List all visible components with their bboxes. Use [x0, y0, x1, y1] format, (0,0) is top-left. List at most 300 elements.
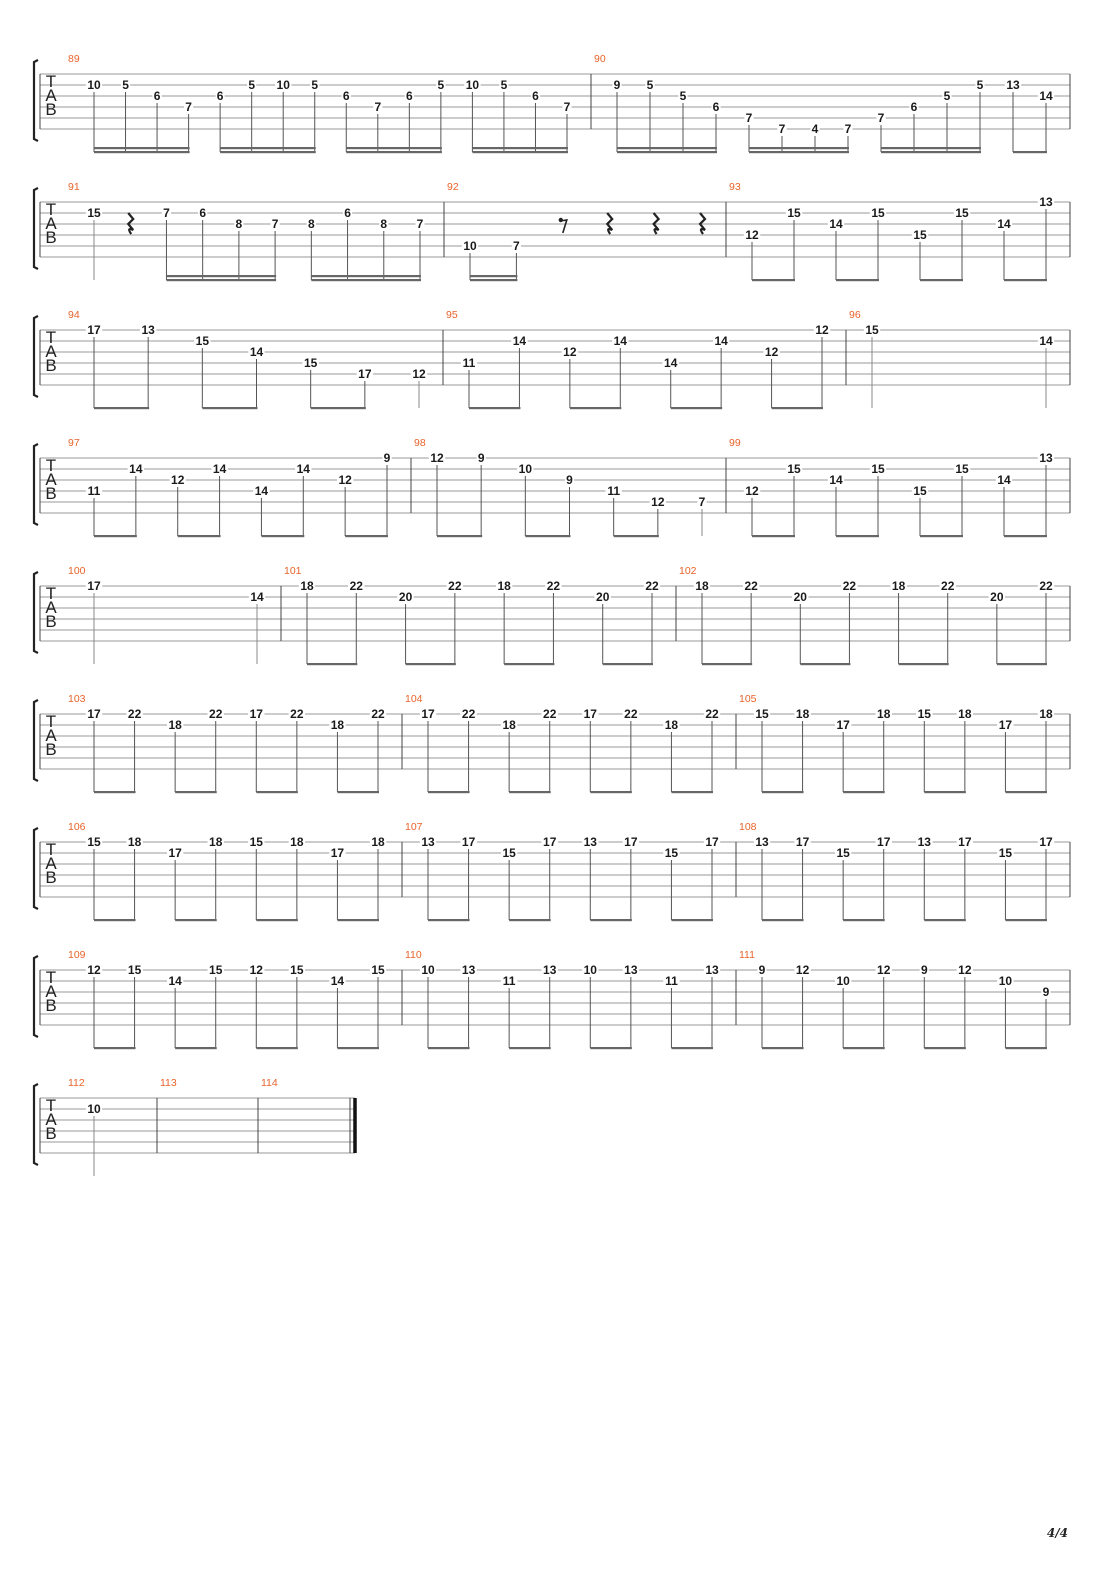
- fret-number: 15: [917, 707, 931, 721]
- beam: [428, 919, 470, 921]
- tab-clef-b: B: [45, 740, 57, 759]
- fret-number: 15: [249, 835, 263, 849]
- beam: [603, 663, 653, 665]
- tab-system: [34, 1077, 355, 1176]
- fret-number: 6: [712, 100, 720, 114]
- beam: [590, 1047, 632, 1049]
- beam: [749, 151, 849, 153]
- fret-number: 22: [645, 579, 659, 593]
- system-bracket: [34, 700, 38, 781]
- fret-number: 9: [566, 473, 573, 487]
- fret-number: 10: [463, 239, 477, 253]
- fret-number: 7: [563, 100, 571, 114]
- tab-clef-a: A: [45, 470, 57, 489]
- fret-number: 15: [371, 963, 385, 977]
- fret-number: 7: [844, 122, 852, 136]
- fret-number: 10: [518, 462, 533, 476]
- measure-number: 111: [739, 949, 755, 961]
- fret-number: 18: [502, 718, 516, 732]
- beam: [428, 791, 470, 793]
- measure-number: 104: [405, 693, 423, 705]
- fret-number: 18: [795, 707, 810, 721]
- fret-number: 15: [755, 707, 769, 721]
- fret-number: 7: [163, 206, 170, 220]
- measure-number: 102: [679, 565, 697, 577]
- fret-number: 6: [532, 89, 539, 103]
- fret-number: 13: [705, 963, 719, 977]
- beam: [470, 275, 517, 277]
- fret-number: 15: [303, 356, 318, 370]
- beam: [924, 791, 966, 793]
- tab-clef-b: B: [45, 1124, 57, 1143]
- fret-number: 18: [371, 835, 385, 849]
- fret-number: 22: [546, 579, 561, 593]
- beam: [1004, 279, 1047, 281]
- fret-number: 17: [358, 367, 372, 381]
- fret-number: 15: [664, 846, 679, 860]
- fret-number: 17: [87, 707, 101, 721]
- fret-number: 15: [787, 206, 801, 220]
- fret-number: 22: [705, 707, 719, 721]
- fret-number: 10: [421, 963, 435, 977]
- fret-number: 12: [87, 963, 101, 977]
- fret-number: 14: [330, 974, 345, 988]
- beam: [1005, 919, 1047, 921]
- fret-number: 11: [502, 974, 516, 988]
- fret-number: 15: [865, 323, 879, 337]
- fret-number: 17: [168, 846, 182, 860]
- fret-number: 17: [877, 835, 891, 849]
- beam: [256, 919, 298, 921]
- fret-number: 14: [997, 473, 1011, 487]
- tab-system: [34, 949, 1070, 1049]
- fret-number: 17: [583, 707, 597, 721]
- fret-number: 6: [405, 89, 413, 103]
- measure-number: 109: [68, 949, 86, 961]
- measure-number: 96: [849, 309, 861, 321]
- fret-number: 13: [1039, 195, 1053, 209]
- fret-number: 17: [1039, 835, 1053, 849]
- fret-number: 22: [371, 707, 385, 721]
- fret-number: 11: [462, 356, 476, 370]
- fret-number: 17: [87, 323, 101, 337]
- beam: [346, 147, 442, 149]
- fret-number: 5: [122, 78, 129, 92]
- fret-number: 12: [338, 473, 352, 487]
- beam: [702, 663, 752, 665]
- fret-number: 22: [624, 707, 638, 721]
- beam: [256, 1047, 298, 1049]
- fret-number: 22: [941, 579, 955, 593]
- fret-number: 6: [199, 206, 207, 220]
- beam: [437, 535, 482, 537]
- fret-number: 5: [679, 89, 687, 103]
- tab-clef-a: A: [45, 726, 57, 745]
- beam: [836, 279, 879, 281]
- fret-number: 15: [913, 228, 927, 242]
- fret-number: 14: [613, 334, 627, 348]
- tab-clef-a: A: [45, 598, 57, 617]
- fret-number: 18: [168, 718, 182, 732]
- fret-number: 5: [500, 78, 508, 92]
- fret-number: 22: [744, 579, 758, 593]
- measure-number: 100: [68, 565, 86, 577]
- fret-number: 17: [330, 846, 345, 860]
- fret-number: 17: [958, 835, 972, 849]
- beam: [94, 407, 149, 409]
- beam: [256, 791, 298, 793]
- fret-number: 15: [127, 963, 142, 977]
- system-bracket: [34, 444, 38, 525]
- tab-system: [34, 181, 1070, 281]
- beam: [924, 919, 966, 921]
- beam: [671, 1047, 713, 1049]
- fret-number: 22: [448, 579, 462, 593]
- beam: [749, 147, 849, 149]
- fret-number: 15: [290, 963, 304, 977]
- fret-number: 13: [624, 963, 638, 977]
- fret-number: 12: [764, 345, 779, 359]
- tab-system: [34, 437, 1070, 537]
- system-bracket: [34, 572, 38, 653]
- beam: [220, 151, 316, 153]
- beam: [762, 919, 804, 921]
- measure-number: 110: [405, 949, 422, 961]
- fret-number: 9: [1042, 985, 1050, 999]
- fret-number: 22: [1039, 579, 1053, 593]
- fret-number: 14: [296, 462, 310, 476]
- fret-number: 18: [330, 718, 345, 732]
- tab-clef-t: T: [45, 456, 57, 475]
- fret-number: 14: [512, 334, 527, 348]
- measure-number: 99: [729, 437, 741, 449]
- measure-number: 108: [739, 821, 757, 833]
- tab-clef-t: T: [45, 1096, 57, 1115]
- fret-number: 17: [705, 835, 719, 849]
- beam: [220, 147, 316, 149]
- fret-number: 9: [613, 78, 621, 92]
- beam: [590, 791, 632, 793]
- fret-number: 6: [344, 206, 351, 220]
- beam: [345, 535, 388, 537]
- fret-number: 20: [793, 590, 807, 604]
- system-bracket: [34, 956, 38, 1037]
- beam: [94, 791, 136, 793]
- measure-number: 112: [68, 1077, 85, 1089]
- fret-number: 10: [87, 78, 101, 92]
- beam: [800, 663, 850, 665]
- beam: [311, 279, 421, 281]
- fret-number: 20: [596, 590, 610, 604]
- fret-number: 18: [664, 718, 679, 732]
- fret-number: 7: [745, 111, 753, 125]
- beam: [509, 919, 551, 921]
- beam: [472, 151, 568, 153]
- beam: [617, 147, 717, 149]
- beam: [470, 279, 517, 281]
- tab-clef-t: T: [45, 584, 57, 603]
- beam: [920, 279, 963, 281]
- fret-number: 9: [920, 963, 928, 977]
- measure-number: 94: [68, 309, 80, 321]
- fret-number: 5: [437, 78, 445, 92]
- fret-number: 18: [209, 835, 223, 849]
- fret-number: 13: [141, 323, 155, 337]
- beam: [1005, 791, 1047, 793]
- tab-clef-t: T: [45, 328, 57, 347]
- fret-number: 14: [664, 356, 678, 370]
- fret-number: 20: [990, 590, 1004, 604]
- measure-number: 114: [261, 1077, 278, 1089]
- fret-number: 7: [374, 100, 382, 114]
- fret-number: 8: [380, 217, 388, 231]
- beam: [469, 407, 520, 409]
- fret-number: 6: [342, 89, 350, 103]
- fret-number: 12: [171, 473, 185, 487]
- fret-number: 13: [421, 835, 435, 849]
- fret-number: 15: [87, 835, 101, 849]
- fret-number: 14: [1039, 334, 1053, 348]
- beam: [614, 535, 659, 537]
- fret-number: 4: [811, 122, 819, 136]
- fret-number: 8: [235, 217, 243, 231]
- fret-number: 13: [1006, 78, 1020, 92]
- beam: [590, 919, 632, 921]
- fret-number: 11: [607, 484, 621, 498]
- measure-number: 95: [446, 309, 458, 321]
- fret-number: 17: [461, 835, 476, 849]
- fret-number: 5: [976, 78, 984, 92]
- tab-system: [34, 821, 1070, 921]
- system-bracket: [34, 316, 38, 397]
- system-bracket: [34, 828, 38, 909]
- measure-number: 90: [594, 53, 606, 65]
- beam: [261, 535, 304, 537]
- fret-number: 18: [127, 835, 142, 849]
- beam: [307, 663, 357, 665]
- fret-number: 6: [216, 89, 224, 103]
- fret-number: 11: [87, 484, 101, 498]
- fret-number: 18: [695, 579, 709, 593]
- beam: [836, 535, 879, 537]
- beam: [762, 791, 804, 793]
- measure-number: 106: [68, 821, 86, 833]
- beam: [406, 663, 456, 665]
- measure-number: 105: [739, 693, 757, 705]
- beam: [525, 535, 570, 537]
- fret-number: 13: [755, 835, 769, 849]
- fret-number: 14: [249, 345, 264, 359]
- fret-number: 12: [745, 484, 759, 498]
- fret-number: 15: [209, 963, 223, 977]
- fret-number: 7: [698, 495, 706, 509]
- measure-number: 107: [405, 821, 423, 833]
- fret-number: 18: [497, 579, 511, 593]
- beam: [772, 407, 823, 409]
- beam: [762, 1047, 804, 1049]
- fret-number: 20: [398, 590, 413, 604]
- fret-number: 12: [412, 367, 426, 381]
- fret-number: 14: [250, 590, 264, 604]
- beam: [899, 663, 949, 665]
- beam: [752, 535, 795, 537]
- beam: [166, 279, 276, 281]
- fret-number: 22: [209, 707, 223, 721]
- tab-clef-a: A: [45, 342, 57, 361]
- beam: [337, 1047, 379, 1049]
- fret-number: 15: [502, 846, 516, 860]
- fret-number: 6: [153, 89, 161, 103]
- beam: [843, 791, 885, 793]
- fret-number: 12: [563, 345, 577, 359]
- tab-system: [34, 693, 1070, 793]
- fret-number: 11: [665, 974, 678, 988]
- tab-clef-t: T: [45, 840, 57, 859]
- fret-number: 15: [836, 846, 850, 860]
- tab-clef-b: B: [45, 612, 57, 631]
- fret-number: 14: [168, 974, 182, 988]
- measure-number: 92: [447, 181, 459, 193]
- fret-number: 7: [778, 122, 786, 136]
- fret-number: 12: [815, 323, 829, 337]
- beam: [843, 919, 885, 921]
- fret-number: 13: [583, 835, 597, 849]
- fret-number: 5: [311, 78, 319, 92]
- fret-number: 10: [583, 963, 597, 977]
- fret-number: 10: [465, 78, 480, 92]
- fret-number: 18: [1039, 707, 1053, 721]
- fret-number: 10: [276, 78, 290, 92]
- fret-number: 12: [430, 451, 444, 465]
- beam: [1005, 1047, 1047, 1049]
- fret-number: 8: [307, 217, 315, 231]
- fret-number: 13: [543, 963, 557, 977]
- tab-clef-b: B: [45, 868, 57, 887]
- fret-number: 10: [87, 1102, 101, 1116]
- fret-number: 14: [714, 334, 728, 348]
- beam: [924, 1047, 966, 1049]
- fret-number: 22: [543, 707, 557, 721]
- fret-number: 10: [998, 974, 1013, 988]
- beam: [671, 407, 722, 409]
- fret-number: 7: [877, 111, 885, 125]
- fret-number: 7: [271, 217, 279, 231]
- beam: [997, 663, 1047, 665]
- fret-number: 22: [461, 707, 476, 721]
- tab-clef-a: A: [45, 1110, 57, 1129]
- tab-clef-b: B: [45, 484, 57, 503]
- beam: [509, 791, 551, 793]
- beam: [311, 275, 421, 277]
- beam: [175, 1047, 217, 1049]
- beam: [311, 407, 366, 409]
- fret-number: 12: [249, 963, 263, 977]
- fret-number: 22: [349, 579, 363, 593]
- beam: [94, 919, 136, 921]
- fret-number: 14: [254, 484, 269, 498]
- fret-number: 14: [1039, 89, 1053, 103]
- system-bracket: [34, 1084, 38, 1165]
- fret-number: 14: [997, 217, 1011, 231]
- fret-number: 22: [290, 707, 304, 721]
- tab-clef-a: A: [45, 86, 57, 105]
- fret-number: 17: [624, 835, 638, 849]
- fret-number: 12: [745, 228, 759, 242]
- tab-clef-a: A: [45, 214, 57, 233]
- beam: [94, 535, 137, 537]
- fret-number: 15: [955, 206, 969, 220]
- beam: [881, 147, 981, 149]
- fret-number: 9: [383, 451, 391, 465]
- beam: [166, 275, 276, 277]
- beam: [752, 279, 795, 281]
- tab-clef-b: B: [45, 100, 57, 119]
- tab-clef-t: T: [45, 72, 57, 91]
- fret-number: 5: [248, 78, 256, 92]
- fret-number: 17: [836, 718, 850, 732]
- page-number: 4/4: [1046, 1526, 1068, 1540]
- fret-number: 14: [212, 462, 227, 476]
- fret-number: 9: [758, 963, 766, 977]
- tab-clef-t: T: [45, 712, 57, 731]
- fret-number: 17: [998, 718, 1013, 732]
- fret-number: 14: [129, 462, 143, 476]
- fret-number: 7: [416, 217, 424, 231]
- beam: [843, 1047, 885, 1049]
- tab-clef-a: A: [45, 854, 57, 873]
- fret-number: 15: [871, 206, 885, 220]
- beam: [94, 151, 190, 153]
- fret-number: 13: [1039, 451, 1053, 465]
- fret-number: 17: [421, 707, 435, 721]
- beam: [175, 919, 217, 921]
- beam: [509, 1047, 551, 1049]
- fret-number: 22: [127, 707, 142, 721]
- beam: [178, 535, 221, 537]
- system-bracket: [34, 188, 38, 269]
- fret-number: 22: [842, 579, 857, 593]
- fret-number: 7: [185, 100, 192, 114]
- tab-system: [34, 53, 1070, 153]
- measure-number: 98: [414, 437, 426, 449]
- tab-clef-b: B: [45, 996, 57, 1015]
- fret-number: 13: [461, 963, 476, 977]
- fret-number: 17: [87, 579, 101, 593]
- beam: [472, 147, 568, 149]
- fret-number: 14: [829, 473, 843, 487]
- beam: [202, 407, 257, 409]
- fret-number: 5: [646, 78, 654, 92]
- fret-number: 18: [891, 579, 906, 593]
- beam: [337, 791, 379, 793]
- beam: [1013, 151, 1047, 153]
- beam: [504, 663, 554, 665]
- fret-number: 10: [836, 974, 850, 988]
- beam: [570, 407, 621, 409]
- measure-number: 97: [68, 437, 80, 449]
- tab-clef-b: B: [45, 356, 57, 375]
- measure-number: 113: [160, 1077, 177, 1089]
- beam: [881, 151, 981, 153]
- tab-clef-a: A: [45, 982, 57, 1001]
- fret-number: 18: [290, 835, 304, 849]
- beam: [1004, 535, 1047, 537]
- fret-number: 12: [795, 963, 810, 977]
- measure-number: 101: [284, 565, 302, 577]
- fret-number: 12: [877, 963, 891, 977]
- measure-number: 103: [68, 693, 86, 705]
- beam: [617, 151, 717, 153]
